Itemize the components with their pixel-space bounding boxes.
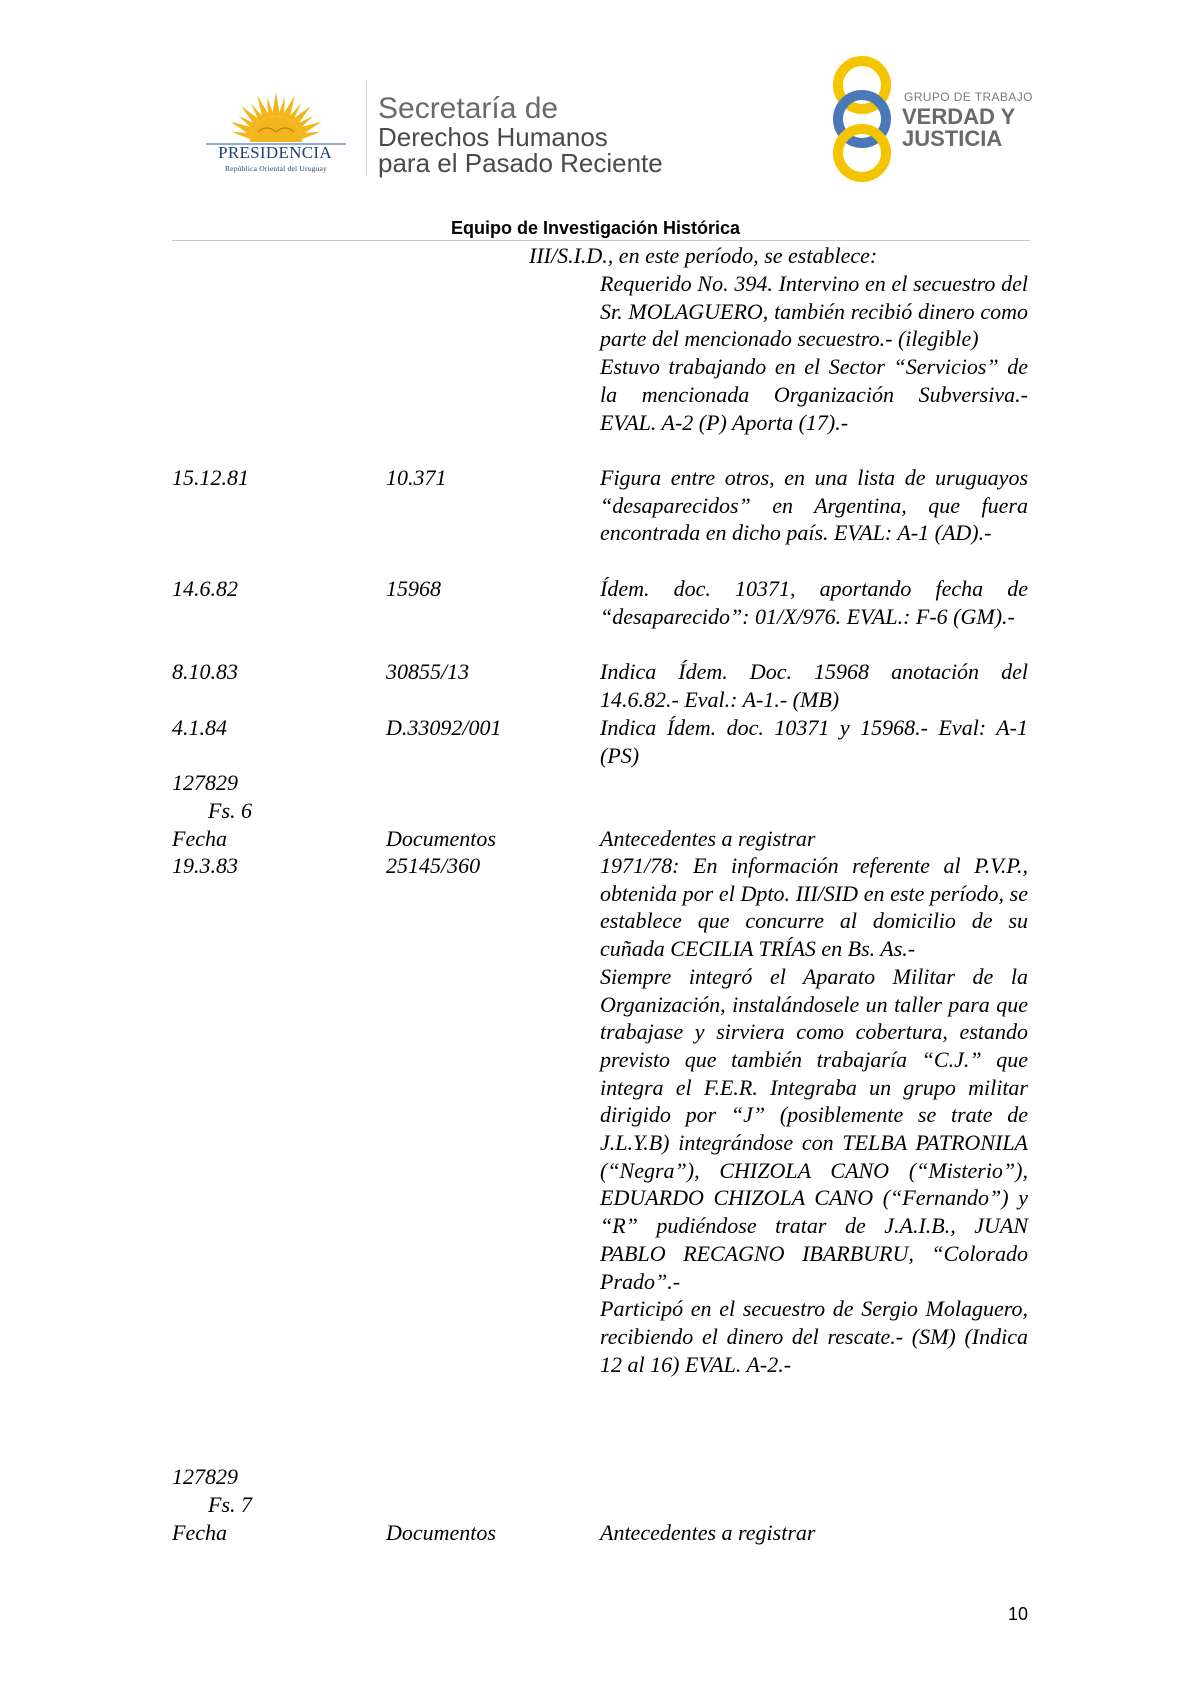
- header-divider: [366, 80, 367, 176]
- secretaria-line-1: Secretaría de: [378, 92, 559, 125]
- column-header-fecha: Fecha: [172, 1520, 227, 1545]
- grupo-trabajo-label: GRUPO DE TRABAJO: [904, 90, 1033, 104]
- row-antecedente-text: Indica Ídem. Doc. 15968 anotación del 14.6.82.- Eval.: A-1.- (MB): [600, 659, 1028, 712]
- file-number: 127829: [172, 770, 238, 795]
- row-documento: 10.371: [386, 465, 447, 490]
- column-header-antecedentes: Antecedentes a registrar: [600, 1520, 816, 1545]
- file-number: 127829: [172, 1464, 238, 1489]
- row-antecedente-text: Participó en el secuestro de Sergio Molaguero, recibiendo el dinero del rescate.- (SM) (Indica 12 al 16) EVAL. A-2.-: [600, 1296, 1028, 1377]
- row-antecedente: [600, 464, 1028, 547]
- row-fecha: 14.6.82: [172, 576, 238, 601]
- column-header-documentos: Documentos: [386, 826, 496, 851]
- folio-label: Fs. 6: [208, 798, 252, 823]
- header-rule: [172, 240, 1030, 241]
- row-antecedente: [600, 852, 1028, 1378]
- presidencia-wordmark: PRESIDENCIA: [218, 143, 332, 162]
- page-number: 10: [1008, 1604, 1029, 1624]
- presidencia-subtitle: República Oriental del Uruguay: [224, 164, 327, 173]
- row-antecedente: [600, 658, 1028, 713]
- row-documento: 25145/360: [386, 853, 481, 878]
- row-antecedente-text: 1971/78: En información referente al P.V.P., obtenida por el Dpto. III/SID en este período, se establece que concurre al domicilio de su cuñada CECILIA TRÍAS en Bs. As.-: [600, 853, 1028, 962]
- row-antecedente: [600, 714, 1028, 769]
- secretaria-line-2: Derechos Humanos: [378, 122, 608, 152]
- row-documento: D.33092/001: [386, 715, 502, 740]
- row-fecha: 8.10.83: [172, 659, 238, 684]
- column-header-documentos: Documentos: [386, 1520, 496, 1545]
- row-antecedente-text: Ídem. doc. 10371, aportando fecha de “desaparecido”: 01/X/976. EVAL.: F-6 (GM).-: [600, 576, 1028, 629]
- verdad-justicia-rings-logo: [822, 56, 902, 182]
- row-antecedente-text: Indica Ídem. doc. 10371 y 15968.- Eval: A-1 (PS): [600, 715, 1028, 768]
- row-fecha: 19.3.83: [172, 853, 238, 878]
- row-fecha: 15.12.81: [172, 465, 249, 490]
- column-header-fecha: Fecha: [172, 826, 227, 851]
- intro-description: [600, 270, 1028, 436]
- justicia-label: JUSTICIA: [902, 126, 1003, 151]
- row-antecedente-text: Figura entre otros, en una lista de uruguayos “desaparecidos” en Argentina, que fuera encontrada en dicho país. EVAL: A-1 (AD).-: [600, 465, 1028, 546]
- column-header-antecedentes: Antecedentes a registrar: [600, 826, 816, 851]
- row-antecedente: [600, 575, 1028, 630]
- row-antecedente-text: Siempre integró el Aparato Militar de la Organización, instalándosele un taller para que trabajase y sirviera como cobertura, estando previsto que también trabajaría “C.J.” que integra el F.E.R. Integraba un grupo militar dirigido por “J” (posiblemente se trate de J.L.Y.B) integrándose con TELBA PATRONILA (“Negra”), CHIZOLA CANO (“Misterio”), EDUARDO CHIZOLA CANO (“Fernando”) y “R” pudiéndose tratar de J.A.I.B., JUAN PABLO RECAGNO IBARBURU, “Colorado Prado”.-: [600, 963, 1028, 1294]
- intro-paragraph: Estuvo trabajando en el Sector “Servicios” de la mencionada Organización Subversiva.- EVAL. A-2 (P) Aporta (17).-: [600, 354, 1028, 435]
- row-documento: 15968: [386, 576, 441, 601]
- folio-label: Fs. 7: [208, 1492, 252, 1517]
- intro-paragraph: Requerido No. 394. Intervino en el secuestro del Sr. MOLAGUERO, también recibió dinero como parte del mencionado secuestro.- (ilegible): [600, 271, 1028, 352]
- verdad-label: VERDAD Y: [902, 104, 1016, 129]
- row-documento: 30855/13: [386, 659, 470, 684]
- row-fecha: 4.1.84: [172, 715, 227, 740]
- intro-line: III/S.I.D., en este período, se establece:: [529, 243, 878, 268]
- team-title: Equipo de Investigación Histórica: [450, 218, 741, 238]
- secretaria-line-3: para el Pasado Reciente: [378, 148, 663, 178]
